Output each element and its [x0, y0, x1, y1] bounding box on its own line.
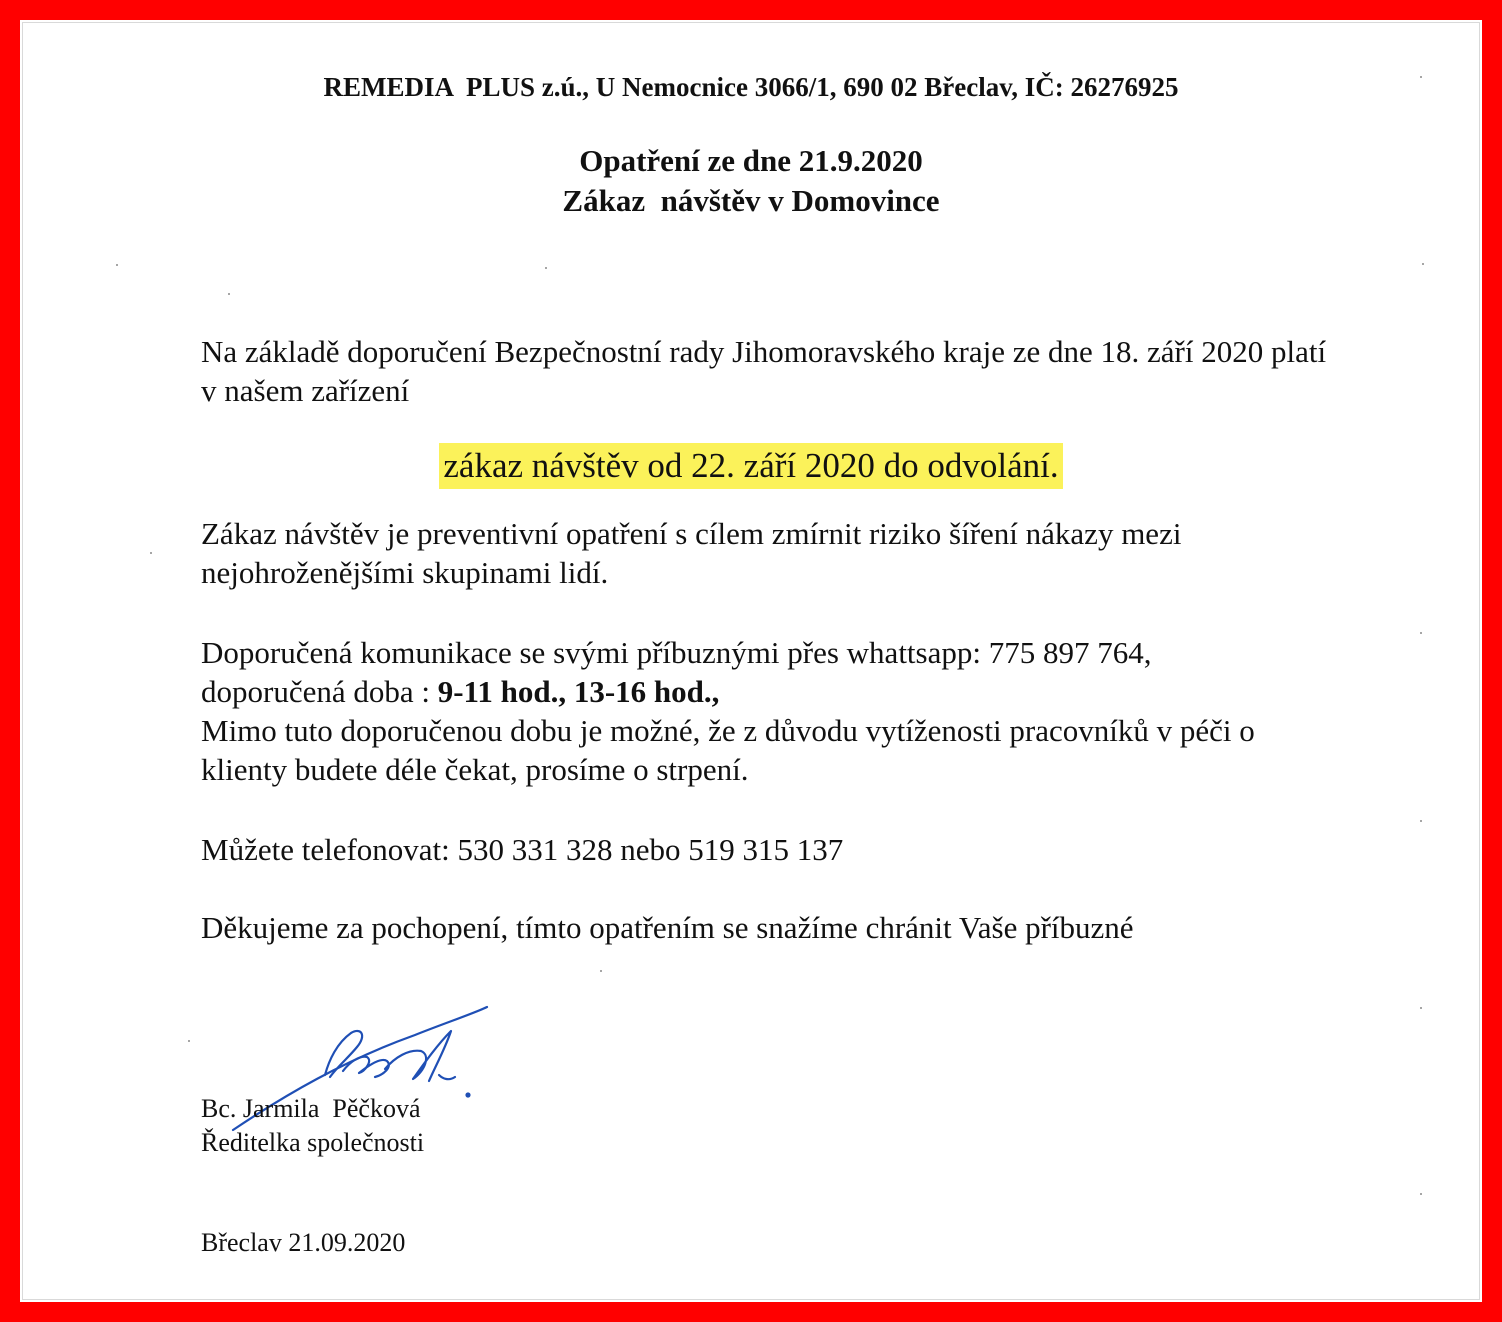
scan-speck	[116, 264, 118, 266]
signatory-role: Ředitelka společnosti	[201, 1128, 425, 1157]
whatsapp-line: Doporučená komunikace se svými příbuznými přes whattsapp: 775 897 764,	[201, 635, 1152, 670]
recommended-hours: 9-11 hod., 13-16 hod.,	[437, 674, 720, 709]
thanks-line: Děkujeme za pochopení, tímto opatřením se snažíme chránit Vaše příbuzné	[201, 910, 1134, 945]
document-page	[20, 20, 1482, 1302]
scan-speck	[228, 293, 230, 295]
scan-speck	[545, 267, 547, 269]
scan-speck	[1420, 76, 1422, 78]
visit-ban-highlight: zákaz návštěv od 22. září 2020 do odvolání.	[439, 443, 1062, 489]
measure-title: Opatření ze dne 21.9.2020	[579, 143, 923, 178]
scan-speck	[1422, 263, 1424, 265]
recommended-time-line	[201, 672, 1341, 711]
scan-speck	[188, 1040, 190, 1042]
intro-paragraph: Na základě doporučení Bezpečnostní rady Jihomoravského kraje ze dne 18. září 2020 platí v našem zařízení	[201, 334, 1327, 408]
scan-speck	[1420, 820, 1422, 822]
measure-subtitle: Zákaz návštěv v Domovince	[562, 183, 940, 218]
place-and-date: Břeclav 21.09.2020	[201, 1228, 406, 1257]
scan-speck	[150, 552, 152, 554]
organization-header: REMEDIA PLUS z.ú., U Nemocnice 3066/1, 690 02 Břeclav, IČ: 26276925	[323, 72, 1179, 102]
contact-paragraph	[201, 633, 1341, 789]
recommended-time-label: doporučená doba :	[201, 674, 438, 709]
waiting-note: Mimo tuto doporučenou dobu je možné, že z důvodu vytíženosti pracovníků v péči o klienty budete déle čekat, prosíme o strpení.	[201, 713, 1255, 787]
signatory-name: Bc. Jarmila Pěčková	[201, 1094, 421, 1123]
scan-speck	[1420, 632, 1422, 634]
reason-paragraph: Zákaz návštěv je preventivní opatření s cílem zmírnit riziko šíření nákazy mezi nejohroženějšími skupinami lidí.	[201, 516, 1182, 590]
visit-ban-block	[20, 443, 1482, 489]
scan-speck	[1420, 1007, 1422, 1009]
scan-speck	[600, 970, 602, 972]
scan-speck	[1420, 1193, 1422, 1195]
phone-numbers: Můžete telefonovat: 530 331 328 nebo 519 315 137	[201, 832, 844, 867]
